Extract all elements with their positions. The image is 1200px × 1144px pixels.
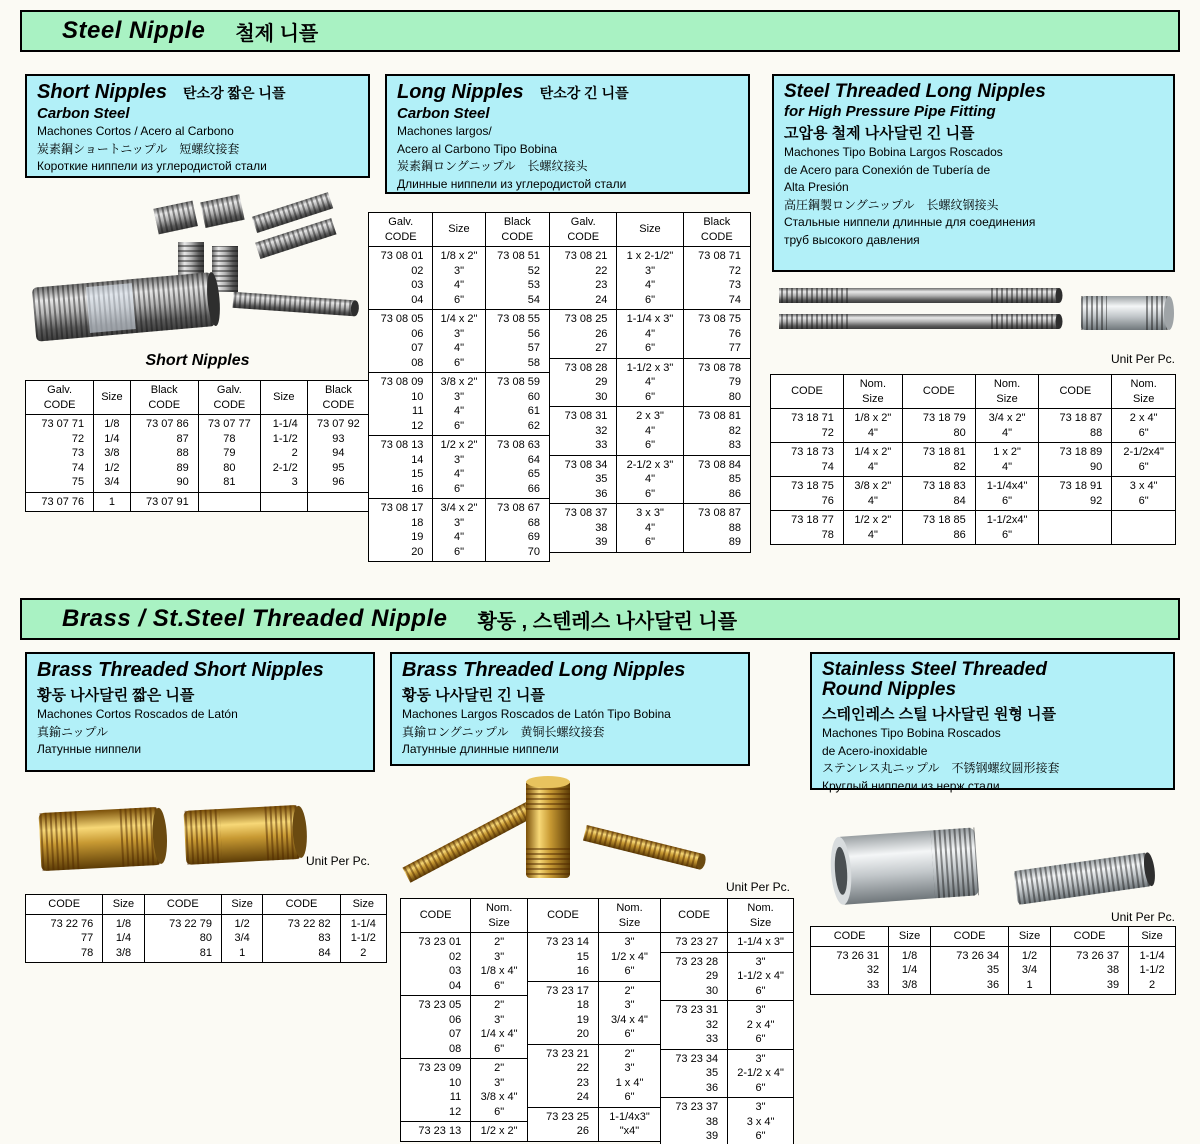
table-row	[661, 1049, 794, 1098]
table-cell: 73 23 34 35 36	[661, 1049, 728, 1098]
table-cell: 3/8 x 2" 3" 4" 6"	[433, 373, 485, 436]
banner-brass-stainless	[20, 598, 1180, 640]
table-cell: 3 x 4" 6"	[1112, 477, 1176, 511]
table-row	[661, 1001, 794, 1050]
section-title-2: for High Pressure Pipe Fitting	[784, 103, 996, 120]
header-row	[811, 927, 1176, 947]
table-cell: 73 23 17 18 19 20	[528, 981, 599, 1044]
section-line-es: Machones Cortos Roscados de Latón	[37, 707, 238, 721]
table-cell: 73 22 82 83 84	[263, 914, 340, 963]
section-title: Short Nipples	[37, 81, 168, 103]
section-line-es-1: Machones largos/	[397, 124, 492, 138]
long-nipples-table-right	[549, 212, 751, 553]
table-row	[550, 310, 751, 359]
section-line-ru-1: Стальные ниппели длинные для соединения	[784, 215, 1036, 230]
section-title: Long Nipples	[397, 81, 524, 103]
long-nipples-table-left-grid	[368, 212, 550, 562]
header-row	[401, 899, 528, 933]
table-cell: 3" 1/2 x 4" 6"	[599, 933, 661, 982]
table-cell: 73 08 63 64 65 66	[485, 436, 549, 499]
section-line-es: Machones Largos Roscados de Latón Tipo Bobina	[402, 707, 671, 721]
unit-per-pc-label-hp: Unit Per Pc.	[1110, 352, 1175, 366]
header-row	[369, 213, 550, 247]
table-cell	[1039, 511, 1112, 545]
section-title-kr: 황동 나사달린 짧은 니플	[37, 687, 195, 704]
table-cell: 1-1/4 1-1/2 2 2-1/2 3	[260, 415, 307, 493]
table-cell: 1/2 x 2"	[471, 1122, 528, 1142]
column-header: CODE	[401, 899, 471, 933]
table-cell: 3/4 x 2" 3" 4" 6"	[433, 499, 485, 562]
short-nipples-table	[25, 380, 370, 512]
table-cell: 73 23 25 26	[528, 1107, 599, 1141]
table-cell: 1-1/4x4" 6"	[975, 477, 1039, 511]
table-cell: 2 x 3" 4" 6"	[617, 407, 683, 456]
section-header-hp-nipples	[772, 74, 1175, 272]
table-row	[369, 247, 550, 310]
table-cell: 73 08 51 52 53 54	[485, 247, 549, 310]
column-header: Black CODE	[130, 381, 198, 415]
header-row	[771, 375, 1176, 409]
column-header: Size	[260, 381, 307, 415]
brass-long-table-col1	[400, 898, 528, 1142]
table-cell: 73 08 25 26 27	[550, 310, 617, 359]
brass-long-image	[398, 772, 708, 884]
table-row	[661, 933, 794, 953]
column-header: Size	[340, 895, 386, 915]
column-header: Size	[1009, 927, 1051, 947]
column-header: Size	[94, 381, 130, 415]
table-row	[528, 981, 661, 1044]
table-cell: 2-1/2 x 3" 4" 6"	[617, 455, 683, 504]
section-line-ru: Круглый ниппели из нерж.стали	[822, 778, 1000, 793]
long-nipples-table-left	[368, 212, 550, 562]
column-header: CODE	[811, 927, 889, 947]
table-row	[401, 1122, 528, 1142]
section-line-es-1: Machones Tipo Bobina Largos Roscados	[784, 145, 1003, 159]
banner-steel-title-en: Steel Nipple	[62, 17, 206, 44]
hp-nipples-table	[770, 374, 1176, 545]
table-cell: 3" 2-1/2 x 4" 6"	[728, 1049, 794, 1098]
table-cell: 2 x 4" 6"	[1112, 409, 1176, 443]
section-title-kr: 탄소강 짧은 니플	[183, 85, 286, 101]
table-cell: 1-1/4 1-1/2 2	[1129, 946, 1176, 995]
table-cell: 73 07 92 93 94 95 96	[307, 415, 369, 493]
table-cell: 1-1/4x3" "x4"	[599, 1107, 661, 1141]
table-cell: 73 08 31 32 33	[550, 407, 617, 456]
stainless-table	[810, 926, 1176, 995]
table-cell: 1	[94, 492, 130, 512]
table-cell: 73 23 09 10 11 12	[401, 1059, 471, 1122]
table-row	[771, 477, 1176, 511]
section-title: Stainless Steel Threaded	[822, 659, 1047, 680]
table-cell: 73 08 09 10 11 12	[369, 373, 433, 436]
table-cell: 73 26 31 32 33	[811, 946, 889, 995]
section-line-es-1: Machones Tipo Bobina Roscados	[822, 726, 1001, 740]
section-header-stainless	[810, 652, 1175, 793]
section-line-es-3: Alta Presión	[784, 180, 849, 195]
column-header: Nom. Size	[471, 899, 528, 933]
column-header: Nom. Size	[599, 899, 661, 933]
table-cell: 1-1/2 x 3" 4" 6"	[617, 358, 683, 407]
table-cell: 2-1/2x4" 6"	[1112, 443, 1176, 477]
table-cell: 73 18 91 92	[1039, 477, 1112, 511]
table-cell	[1112, 511, 1176, 545]
section-line-es: Machones Cortos / Acero al Carbono	[37, 124, 234, 138]
table-cell: 73 08 05 06 07 08	[369, 310, 433, 373]
table-cell: 73 07 91	[130, 492, 198, 512]
banner-brass-title-en: Brass / St.Steel Threaded Nipple	[62, 605, 448, 632]
unit-per-pc-label-brass-long: Unit Per Pc.	[725, 880, 790, 894]
table-row	[26, 415, 370, 493]
column-header: Black CODE	[683, 213, 750, 247]
table-cell: 73 08 21 22 23 24	[550, 247, 617, 310]
table-row	[550, 407, 751, 456]
hp-nipples-image	[775, 282, 1175, 352]
column-header: Size	[617, 213, 683, 247]
column-header: CODE	[661, 899, 728, 933]
table-cell: 73 18 87 88	[1039, 409, 1112, 443]
brass-long-table-col2-grid	[527, 898, 661, 1142]
table-cell: 73 07 77 78 79 80 81	[198, 415, 260, 493]
table-cell: 1/2 3/4 1	[1009, 946, 1051, 995]
table-cell: 3/8 x 2" 4"	[843, 477, 902, 511]
column-header: Nom. Size	[975, 375, 1039, 409]
table-cell: 73 23 37 38 39	[661, 1098, 728, 1144]
column-header: CODE	[263, 895, 340, 915]
long-nipples-tables	[368, 212, 751, 562]
table-cell: 73 08 55 56 57 58	[485, 310, 549, 373]
table-cell: 73 23 14 15 16	[528, 933, 599, 982]
section-line-ru: Латунные длинные ниппели	[402, 742, 559, 757]
brass-short-table	[25, 894, 387, 963]
table-cell: 73 18 83 84	[902, 477, 975, 511]
column-header: Nom. Size	[728, 899, 794, 933]
banner-brass-title-kr: 황동 , 스텐레스 나사달린 니플	[477, 610, 738, 633]
table-cell: 1/8 1/4 3/8	[103, 914, 144, 963]
table-cell: 73 08 59 60 61 62	[485, 373, 549, 436]
section-line-jp: 真鍮ロングニップル 黄铜长螺纹接套	[402, 724, 605, 739]
table-row	[528, 1044, 661, 1107]
table-cell: 3" 1-1/2 x 4" 6"	[728, 952, 794, 1001]
table-cell: 3" 2 x 4" 6"	[728, 1001, 794, 1050]
column-header: Size	[103, 895, 144, 915]
table-cell: 73 07 86 87 88 89 90	[130, 415, 198, 493]
brass-short-image	[30, 780, 320, 888]
column-header: CODE	[144, 895, 221, 915]
short-nipples-image	[28, 184, 363, 346]
section-line-ru-2: труб высокого давления	[784, 232, 920, 247]
header-row	[26, 381, 370, 415]
section-title: Brass Threaded Long Nipples	[402, 659, 686, 681]
table-row	[550, 247, 751, 310]
table-cell: 73 08 01 02 03 04	[369, 247, 433, 310]
brass-long-tables	[400, 898, 794, 1144]
section-title-kr: 황동 나사달린 긴 니플	[402, 687, 545, 704]
table-cell: 73 08 75 76 77	[683, 310, 750, 359]
unit-per-pc-label-brass-short: Unit Per Pc.	[305, 854, 370, 868]
table-row	[401, 996, 528, 1059]
table-cell: 73 18 81 82	[902, 443, 975, 477]
table-row	[550, 504, 751, 553]
table-cell	[307, 492, 369, 512]
table-cell: 73 18 77 78	[771, 511, 844, 545]
table-cell: 3 x 3" 4" 6"	[617, 504, 683, 553]
table-cell: 1 x 2" 4"	[975, 443, 1039, 477]
stainless-table-grid	[810, 926, 1176, 995]
section-title: Brass Threaded Short Nipples	[37, 659, 324, 681]
table-row	[369, 436, 550, 499]
section-subtitle: Carbon Steel	[37, 105, 130, 122]
column-header: CODE	[528, 899, 599, 933]
table-cell: 73 18 89 90	[1039, 443, 1112, 477]
column-header: Nom. Size	[843, 375, 902, 409]
section-line-jp: 炭素鋼ショートニップル 短螺纹接套	[37, 141, 240, 156]
table-cell: 73 18 85 86	[902, 511, 975, 545]
table-row	[528, 933, 661, 982]
table-cell: 73 08 37 38 39	[550, 504, 617, 553]
brass-long-photo	[398, 772, 708, 884]
banner-steel-title-kr: 철제 니플	[235, 22, 319, 45]
section-line-jp: 高圧鋼製ロングニップル 长螺纹钢接头	[784, 197, 999, 212]
table-cell	[260, 492, 307, 512]
table-cell: 73 18 75 76	[771, 477, 844, 511]
table-cell: 2" 3" 1/8 x 4" 6"	[471, 933, 528, 996]
table-cell: 1/8 1/4 3/8	[889, 946, 931, 995]
table-cell: 73 26 37 38 39	[1050, 946, 1128, 995]
column-header: Galv. CODE	[26, 381, 94, 415]
table-cell: 73 23 01 02 03 04	[401, 933, 471, 996]
table-row	[661, 1098, 794, 1144]
section-line-ru: Длинные ниппели из углеродистой стали	[397, 176, 627, 191]
table-row	[369, 310, 550, 373]
header-row	[528, 899, 661, 933]
hp-nipples-table-grid	[770, 374, 1176, 545]
table-cell: 73 22 76 77 78	[26, 914, 103, 963]
table-cell: 3" 3 x 4" 6"	[728, 1098, 794, 1144]
stainless-photo	[815, 818, 1175, 913]
table-row	[771, 511, 1176, 545]
section-line-es-2: de Acero para Conexión de Tubería de	[784, 162, 991, 177]
table-row	[26, 914, 387, 963]
table-row	[528, 1107, 661, 1141]
table-cell: 73 23 13	[401, 1122, 471, 1142]
brass-long-table-col3	[660, 898, 794, 1144]
table-cell: 73 08 67 68 69 70	[485, 499, 549, 562]
brass-long-table-col1-grid	[400, 898, 528, 1142]
short-nipples-caption: Short Nipples	[145, 352, 250, 369]
table-cell	[198, 492, 260, 512]
column-header: Size	[889, 927, 931, 947]
table-row	[369, 499, 550, 562]
table-cell: 73 08 87 88 89	[683, 504, 750, 553]
header-row	[26, 895, 387, 915]
table-cell: 73 23 05 06 07 08	[401, 996, 471, 1059]
table-row	[771, 443, 1176, 477]
column-header: CODE	[1050, 927, 1128, 947]
section-line-jp: 真鍮ニップル	[37, 724, 109, 739]
section-title-kr: 스테인레스 스틸 나사달린 원형 니플	[822, 706, 1057, 723]
section-line-ru: Короткие ниппели из углеродистой стали	[37, 159, 267, 174]
column-header: Size	[221, 895, 262, 915]
section-line-jp: 炭素鋼ロングニップル 长螺纹接头	[397, 159, 588, 174]
section-header-brass-long	[390, 652, 750, 766]
table-cell: 73 07 76	[26, 492, 94, 512]
table-cell: 1-1/4 x 3" 4" 6"	[617, 310, 683, 359]
table-cell: 1/8 x 2" 3" 4" 6"	[433, 247, 485, 310]
table-cell: 1/4 x 2" 3" 4" 6"	[433, 310, 485, 373]
short-nipples-photo	[28, 184, 363, 346]
section-title-2: Round Nipples	[822, 679, 957, 700]
table-cell: 73 07 71 72 73 74 75	[26, 415, 94, 493]
table-cell: 73 08 17 18 19 20	[369, 499, 433, 562]
short-nipples-table-grid	[25, 380, 370, 512]
section-title-kr: 탄소강 긴 니플	[539, 85, 629, 101]
column-header: Black CODE	[485, 213, 549, 247]
long-nipples-table-right-grid	[549, 212, 751, 553]
table-row	[401, 933, 528, 996]
stainless-image	[815, 818, 1175, 913]
table-cell: 73 26 34 35 36	[930, 946, 1008, 995]
column-header: Size	[433, 213, 485, 247]
table-cell: 73 18 71 72	[771, 409, 844, 443]
column-header: Galv. CODE	[550, 213, 617, 247]
column-header: CODE	[902, 375, 975, 409]
brass-long-table-col2	[527, 898, 661, 1142]
table-row	[369, 373, 550, 436]
table-cell: 73 23 28 29 30	[661, 952, 728, 1001]
table-cell: 1/2 x 2" 3" 4" 6"	[433, 436, 485, 499]
header-row	[661, 899, 794, 933]
brass-short-photo	[30, 780, 320, 888]
table-cell: 2" 3" 1/4 x 4" 6"	[471, 996, 528, 1059]
hp-nipples-photo	[775, 282, 1175, 352]
column-header: Size	[1129, 927, 1176, 947]
table-cell: 1/2 3/4 1	[221, 914, 262, 963]
column-header: CODE	[26, 895, 103, 915]
header-row	[550, 213, 751, 247]
table-cell: 2" 3" 1 x 4" 6"	[599, 1044, 661, 1107]
section-line-es-2: de Acero-inoxidable	[822, 743, 928, 758]
unit-per-pc-label-stainless: Unit Per Pc.	[1110, 910, 1175, 924]
section-header-long-nipples	[385, 74, 750, 194]
table-row	[661, 952, 794, 1001]
table-cell: 73 08 34 35 36	[550, 455, 617, 504]
table-row	[811, 946, 1176, 995]
table-cell: 73 08 28 29 30	[550, 358, 617, 407]
table-cell: 73 18 79 80	[902, 409, 975, 443]
table-cell: 73 23 31 32 33	[661, 1001, 728, 1050]
column-header: CODE	[771, 375, 844, 409]
table-row	[550, 455, 751, 504]
column-header: CODE	[1039, 375, 1112, 409]
table-cell: 3/4 x 2" 4"	[975, 409, 1039, 443]
column-header: CODE	[930, 927, 1008, 947]
column-header: Nom. Size	[1112, 375, 1176, 409]
column-header: Black CODE	[307, 381, 369, 415]
table-cell: 73 23 21 22 23 24	[528, 1044, 599, 1107]
table-cell: 73 08 78 79 80	[683, 358, 750, 407]
table-cell: 1/8 x 2" 4"	[843, 409, 902, 443]
table-cell: 1/8 1/4 3/8 1/2 3/4	[94, 415, 130, 493]
banner-steel-nipple	[20, 10, 1180, 52]
column-header: Galv. CODE	[198, 381, 260, 415]
table-cell: 2" 3" 3/8 x 4" 6"	[471, 1059, 528, 1122]
table-row	[550, 358, 751, 407]
table-row	[26, 492, 370, 512]
section-header-short-nipples	[25, 74, 370, 178]
table-cell: 73 18 73 74	[771, 443, 844, 477]
section-title-kr: 고압용 철제 나사달린 긴 니플	[784, 125, 975, 142]
table-cell: 1-1/2x4" 6"	[975, 511, 1039, 545]
section-line-jp: ステンレス丸ニップル 不锈钢螺纹圆形接套	[822, 761, 1060, 776]
table-cell: 73 23 27	[661, 933, 728, 953]
table-cell: 1 x 2-1/2" 3" 4" 6"	[617, 247, 683, 310]
table-cell: 2" 3" 3/4 x 4" 6"	[599, 981, 661, 1044]
table-cell: 1/2 x 2" 4"	[843, 511, 902, 545]
table-cell: 1-1/4 1-1/2 2	[340, 914, 386, 963]
table-cell: 1-1/4 x 3"	[728, 933, 794, 953]
table-cell: 73 08 81 82 83	[683, 407, 750, 456]
section-subtitle: Carbon Steel	[397, 105, 490, 122]
table-row	[771, 409, 1176, 443]
brass-short-table-grid	[25, 894, 387, 963]
table-cell: 73 08 84 85 86	[683, 455, 750, 504]
table-cell: 73 08 71 72 73 74	[683, 247, 750, 310]
section-line-ru: Латунные ниппели	[37, 742, 142, 757]
section-title: Steel Threaded Long Nipples	[784, 81, 1046, 102]
brass-long-table-col3-grid	[660, 898, 794, 1144]
table-cell: 73 22 79 80 81	[144, 914, 221, 963]
column-header: Galv. CODE	[369, 213, 433, 247]
section-header-brass-short	[25, 652, 375, 772]
table-cell: 73 08 13 14 15 16	[369, 436, 433, 499]
table-row	[401, 1059, 528, 1122]
section-line-es-2: Acero al Carbono Tipo Bobina	[397, 141, 558, 156]
table-cell: 1/4 x 2" 4"	[843, 443, 902, 477]
